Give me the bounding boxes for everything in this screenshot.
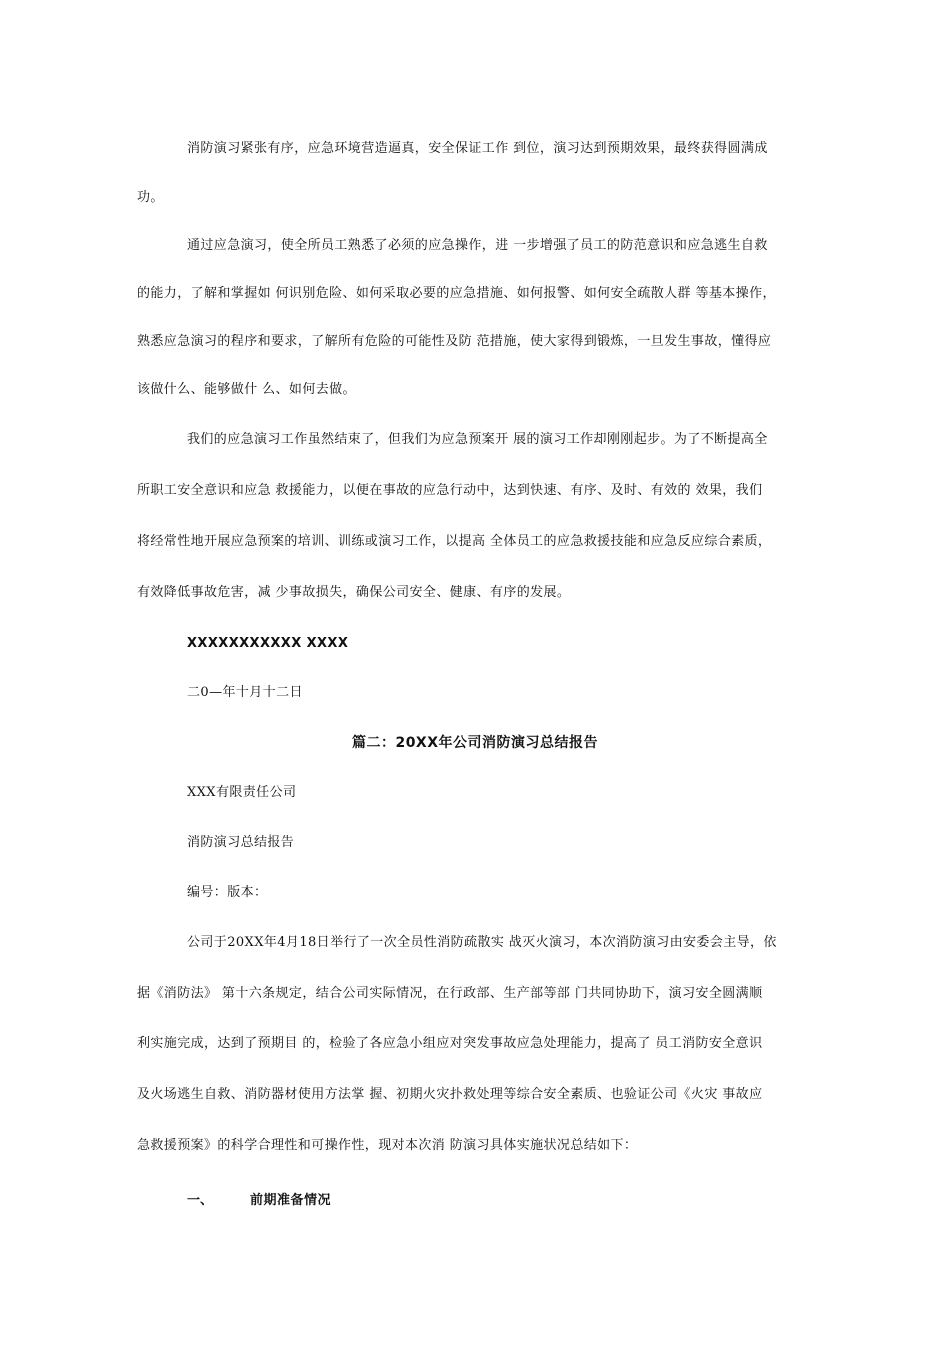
paragraph-4-line-1: 公司于20XX年4月18日举行了一次全员性消防疏散实 战灭火演习，本次消防演习由安委会主导，依 [187, 935, 777, 950]
paragraph-3-line-4: 有效降低事故危害，减 少事故损失，确保公司安全、健康、有序的发展。 [137, 585, 571, 600]
paragraph-4-line-5: 急救援预案》的科学合理性和可操作性，现对本次消 防演习具体实施状况总结如下： [137, 1138, 638, 1153]
paragraph-3-line-1: 我们的应急演习工作虽然结束了，但我们为应急预案开 展的演习工作却刚刚起步。为了不断提高全 [187, 432, 768, 447]
paragraph-2-line-3: 熟悉应急演习的程序和要求，了解所有危险的可能性及防 范措施，使大家得到锻炼，一旦发生事故，懂得应 [137, 334, 772, 349]
paragraph-4-line-2: 据《消防法》 第十六条规定，结合公司实际情况，在行政部、生产部等部 门共同协助下，演习安全圆满顺 [137, 986, 763, 1001]
company-name: XXX有限责任公司 [187, 785, 297, 800]
section-1-title: 前期准备情况 [250, 1193, 332, 1208]
paragraph-3-line-3: 将经常性地开展应急预案的培训、训练或演习工作，以提高 全体员工的应急救援技能和应急反应综合素质， [137, 534, 772, 549]
number-version: 编号：版本： [187, 885, 268, 900]
date: 二0—年十月十二日 [187, 685, 303, 700]
signature: XXXXXXXXXXX XXXX [187, 636, 349, 651]
paragraph-2-line-2: 的能力，了解和掌握如 何识别危险、如何采取必要的应急措施、如何报警、如何安全疏散人群 等基本操作， [137, 286, 776, 301]
paragraph-1-line-1: 消防演习紧张有序，应急环境营造逼真，安全保证工作 到位，演习达到预期效果，最终获得圆满成 [187, 141, 768, 156]
paragraph-1-line-2: 功。 [137, 190, 164, 205]
paragraph-3-line-2: 所职工安全意识和应急 救援能力，以便在事故的应急行动中，达到快速、有序、及时、有效的 效果，我们 [137, 483, 763, 498]
section-heading: 篇二：20XX年公司消防演习总结报告 [351, 735, 599, 751]
section-1-number: 一、 [187, 1193, 214, 1208]
paragraph-4-line-3: 利实施完成，达到了预期目 的，检验了各应急小组应对突发事故应急处理能力，提高了 员工消防安全意识 [137, 1036, 763, 1051]
paragraph-2-line-4: 该做什么、能够做什 么、如何去做。 [137, 382, 356, 397]
report-title: 消防演习总结报告 [187, 835, 295, 850]
paragraph-2-line-1: 通过应急演习，使全所员工熟悉了必须的应急操作，进 一步增强了员工的防范意识和应急逃生自救 [187, 238, 768, 253]
paragraph-4-line-4: 及火场逃生自救、消防器材使用方法掌 握、初期火灾扑救处理等综合安全素质、也验证公司《火灾 事故应 [137, 1087, 763, 1102]
